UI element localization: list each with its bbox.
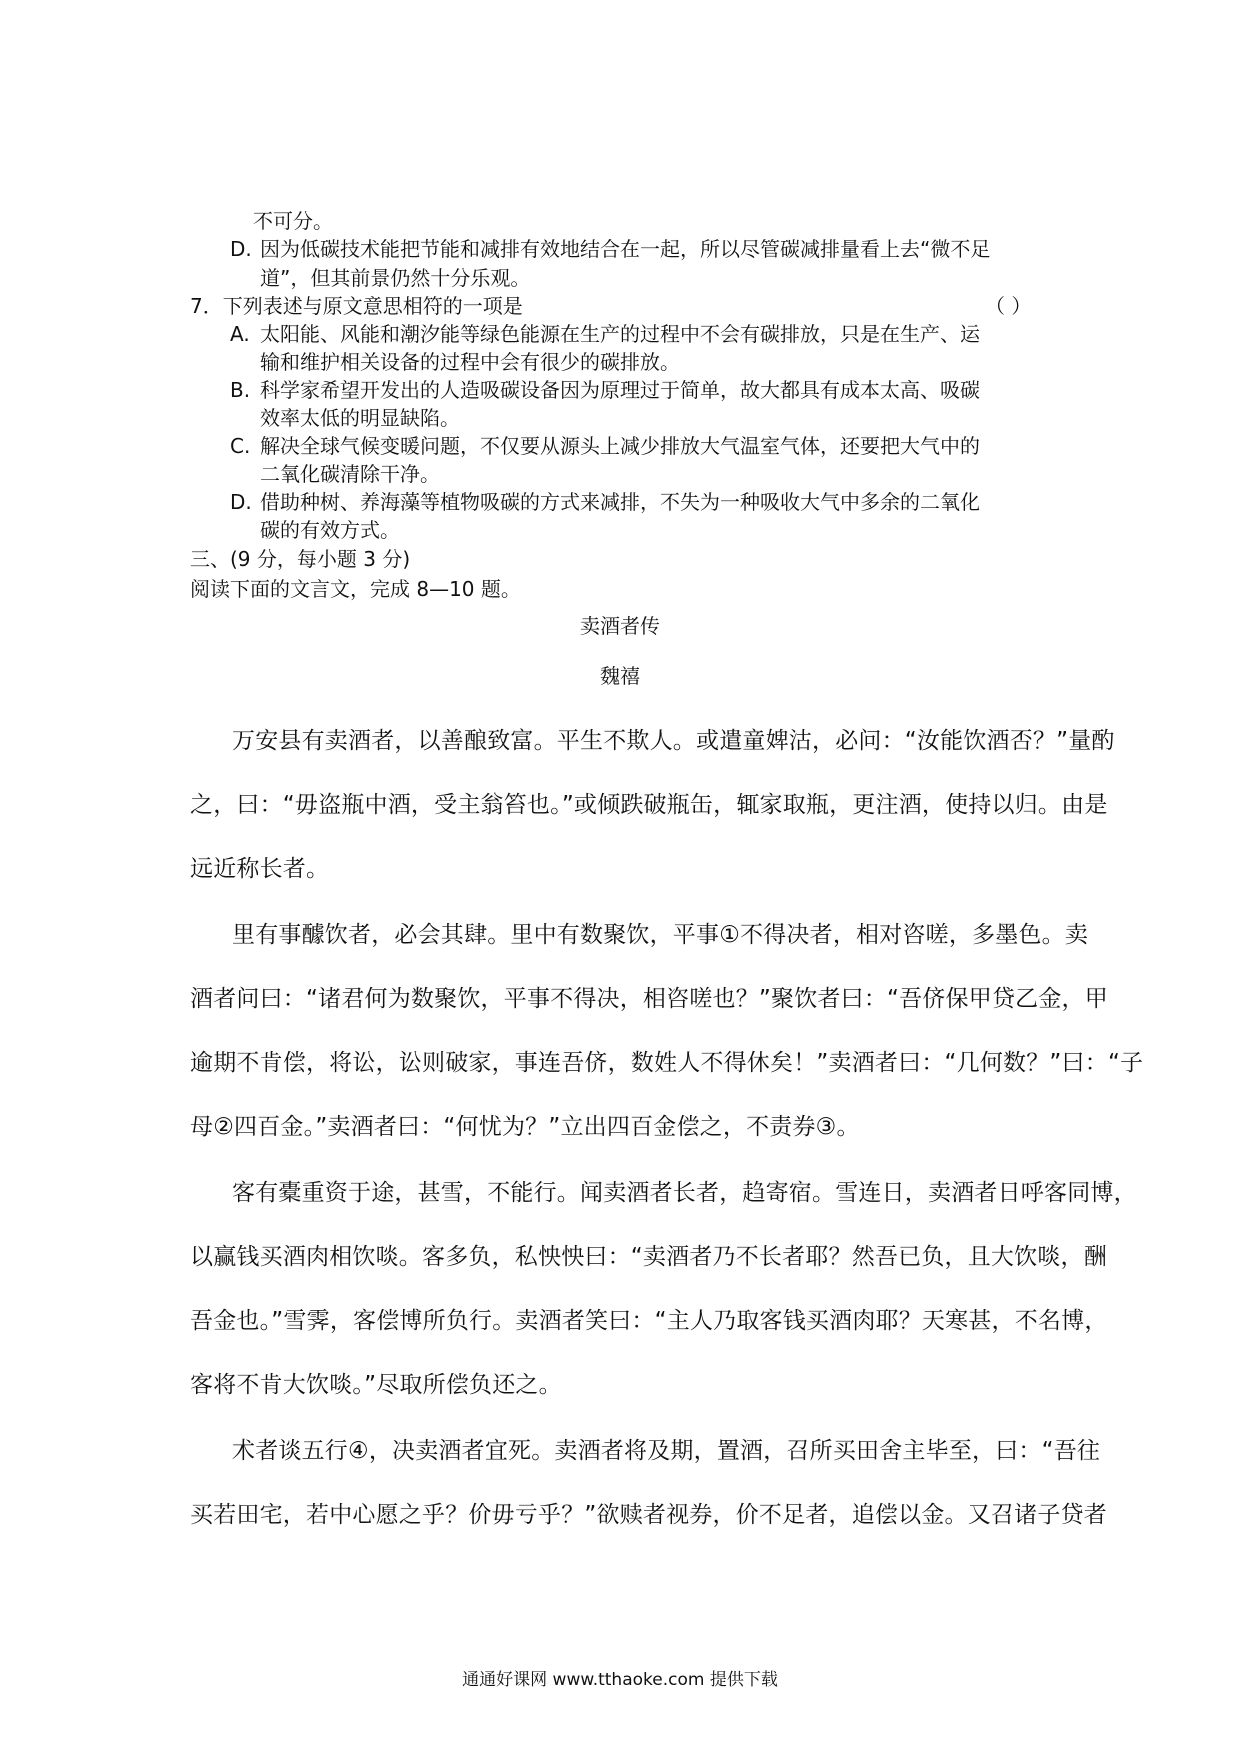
article-author: 魏禧 <box>600 664 640 688</box>
page-footer: 通通好课网 www.tthaoke.com 提供下载 <box>462 1670 778 1690</box>
article-line: 万安县有卖酒者，以善酿致富。平生不欺人。或遣童婢沽，必问：“汝能饮酒否？”量酌 <box>232 728 1115 754</box>
q7-answer-paren: （ ） <box>985 294 1032 318</box>
q7-option-a-label: A. <box>230 322 250 346</box>
article-line: 远近称长者。 <box>190 856 330 882</box>
article-line: 母②四百金。”卖酒者曰：“何忧为？”立出四百金偿之，不责券③。 <box>190 1114 860 1140</box>
article-line: 吾金也。”雪霁，客偿博所负行。卖酒者笑曰：“主人乃取客钱买酒肉耶？天寒甚，不名博， <box>190 1308 1108 1334</box>
article-line: 之，曰：“毋盗瓶中酒，受主翁笞也。”或倾跌破瓶缶，辄家取瓶，更注酒，使持以归。由是 <box>190 792 1108 818</box>
q7-option-b-line1: 科学家希望开发出的人造吸碳设备因为原理过于简单，故大都具有成本太高、吸碳 <box>260 378 980 402</box>
section-heading: 三、(9 分，每小题 3 分) <box>190 547 411 571</box>
q6-option-d-label: D. <box>230 237 252 261</box>
q7-option-c-line2: 二氧化碳清除干净。 <box>260 462 440 486</box>
q7-option-c-line1: 解决全球气候变暖问题，不仅要从源头上减少排放大气温室气体，还要把大气中的 <box>260 434 980 458</box>
q6-option-d-line2: 道”，但其前景仍然十分乐观。 <box>260 266 531 290</box>
article-line: 逾期不肯偿，将讼，讼则破家，事连吾侪，数姓人不得休矣！”卖酒者曰：“几何数？”曰：“子 <box>190 1050 1144 1076</box>
article-line: 客有橐重资于途，甚雪，不能行。闻卖酒者长者，趋寄宿。雪连日，卖酒者日呼客同博， <box>232 1180 1137 1206</box>
article-line: 客将不肯大饮啖。”尽取所偿负还之。 <box>190 1372 562 1398</box>
q7-option-b-line2: 效率太低的明显缺陷。 <box>260 406 460 430</box>
q7-option-a-line2: 输和维护相关设备的过程中会有很少的碳排放。 <box>260 350 680 374</box>
q6-option-d-line1: 因为低碳技术能把节能和减排有效地结合在一起，所以尽管碳减排量看上去“微不足 <box>260 237 991 261</box>
q7-option-a-line1: 太阳能、风能和潮汐能等绿色能源在生产的过程中不会有碳排放，只是在生产、运 <box>260 322 980 346</box>
q6-option-c-continuation: 不可分。 <box>253 209 333 233</box>
q7-stem: 7．下列表述与原文意思相符的一项是 <box>190 294 523 318</box>
article-title: 卖酒者传 <box>580 614 660 638</box>
q7-option-d-line1: 借助种树、养海藻等植物吸碳的方式来减排，不失为一种吸收大气中多余的二氧化 <box>260 490 980 514</box>
article-line: 买若田宅，若中心愿之乎？价毋亏乎？”欲赎者视券，价不足者，追偿以金。又召诸子贷者 <box>190 1502 1107 1528</box>
article-line: 酒者问曰：“诸君何为数聚饮，平事不得决，相咨嗟也？”聚饮者曰：“吾侪保甲贷乙金，甲 <box>190 986 1108 1012</box>
q7-option-d-line2: 碳的有效方式。 <box>260 518 400 542</box>
q7-option-b-label: B. <box>230 378 251 402</box>
q7-option-d-label: D. <box>230 490 252 514</box>
article-line: 以赢钱买酒肉相饮啖。客多负，私怏怏曰：“卖酒者乃不长者耶？然吾已负，且大饮啖，酬 <box>190 1244 1107 1270</box>
article-line: 术者谈五行④，决卖酒者宜死。卖酒者将及期，置酒，召所买田舍主毕至，曰：“吾往 <box>232 1438 1101 1464</box>
q7-option-c-label: C. <box>230 434 251 458</box>
article-line: 里有事醵饮者，必会其肆。里中有数聚饮，平事①不得决者，相对咨嗟，多墨色。卖 <box>232 922 1089 948</box>
section-instruction: 阅读下面的文言文，完成 8—10 题。 <box>190 577 521 601</box>
